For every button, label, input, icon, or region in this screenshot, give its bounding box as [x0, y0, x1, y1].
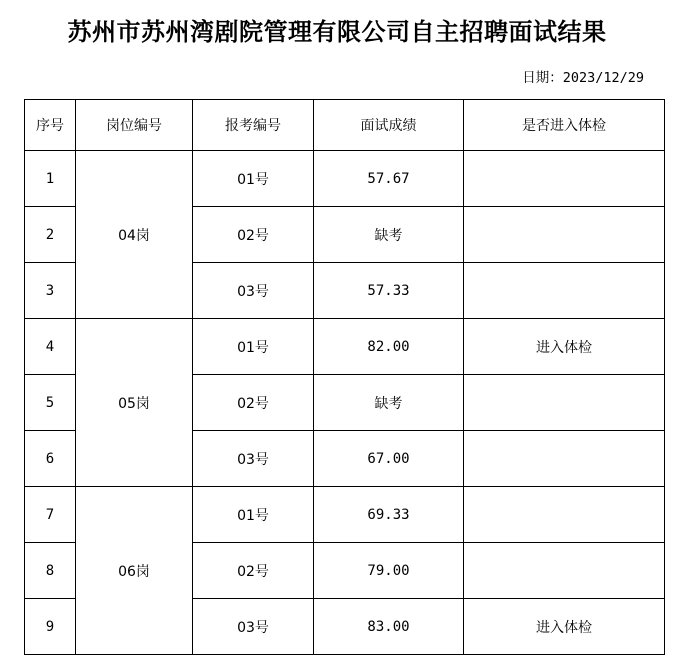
row-index: 6: [25, 431, 76, 487]
exam-number-cell: 01号: [193, 487, 314, 543]
table-row: [25, 319, 665, 375]
header-score: 面试成绩: [314, 100, 464, 151]
document-title: 苏州市苏州湾剧院管理有限公司自主招聘面试结果: [67, 17, 607, 46]
table-header-row: [25, 100, 665, 151]
row-index: 1: [25, 151, 76, 207]
row-index: 9: [25, 599, 76, 655]
header-exam-number: 报考编号: [193, 100, 314, 151]
exam-number-cell: 02号: [193, 543, 314, 599]
row-index: 8: [25, 543, 76, 599]
physical-exam-cell: [464, 151, 665, 207]
score-cell: 83.00: [314, 599, 464, 655]
header-physical-exam: 是否进入体检: [464, 100, 665, 151]
score-cell: 79.00: [314, 543, 464, 599]
physical-exam-cell: [464, 207, 665, 263]
row-index: 4: [25, 319, 76, 375]
row-index: 2: [25, 207, 76, 263]
header-position: 岗位编号: [76, 100, 193, 151]
physical-exam-cell: [464, 487, 665, 543]
date-label: 日期：: [522, 70, 563, 86]
score-cell: 67.00: [314, 431, 464, 487]
physical-exam-cell: [464, 431, 665, 487]
row-index: 5: [25, 375, 76, 431]
table-row: [25, 487, 665, 543]
score-cell: 缺考: [314, 375, 464, 431]
score-cell: 57.67: [314, 151, 464, 207]
exam-number-cell: 01号: [193, 319, 314, 375]
score-cell: 缺考: [314, 207, 464, 263]
exam-number-cell: 03号: [193, 263, 314, 319]
exam-number-cell: 02号: [193, 207, 314, 263]
exam-number-cell: 03号: [193, 431, 314, 487]
score-cell: 82.00: [314, 319, 464, 375]
physical-exam-cell: [464, 375, 665, 431]
header-index: 序号: [25, 100, 76, 151]
exam-number-cell: 03号: [193, 599, 314, 655]
score-cell: 57.33: [314, 263, 464, 319]
interview-results-table: [24, 99, 665, 655]
position-cell: 05岗: [76, 319, 193, 487]
physical-exam-cell: 进入体检: [464, 319, 665, 375]
physical-exam-cell: [464, 543, 665, 599]
exam-number-cell: 01号: [193, 151, 314, 207]
date-value: 2023/12/29: [562, 70, 644, 86]
position-cell: 06岗: [76, 487, 193, 655]
exam-number-cell: 02号: [193, 375, 314, 431]
row-index: 3: [25, 263, 76, 319]
row-index: 7: [25, 487, 76, 543]
document-date: [522, 68, 644, 88]
score-cell: 69.33: [314, 487, 464, 543]
physical-exam-cell: 进入体检: [464, 599, 665, 655]
physical-exam-cell: [464, 263, 665, 319]
table-row: [25, 151, 665, 207]
position-cell: 04岗: [76, 151, 193, 319]
